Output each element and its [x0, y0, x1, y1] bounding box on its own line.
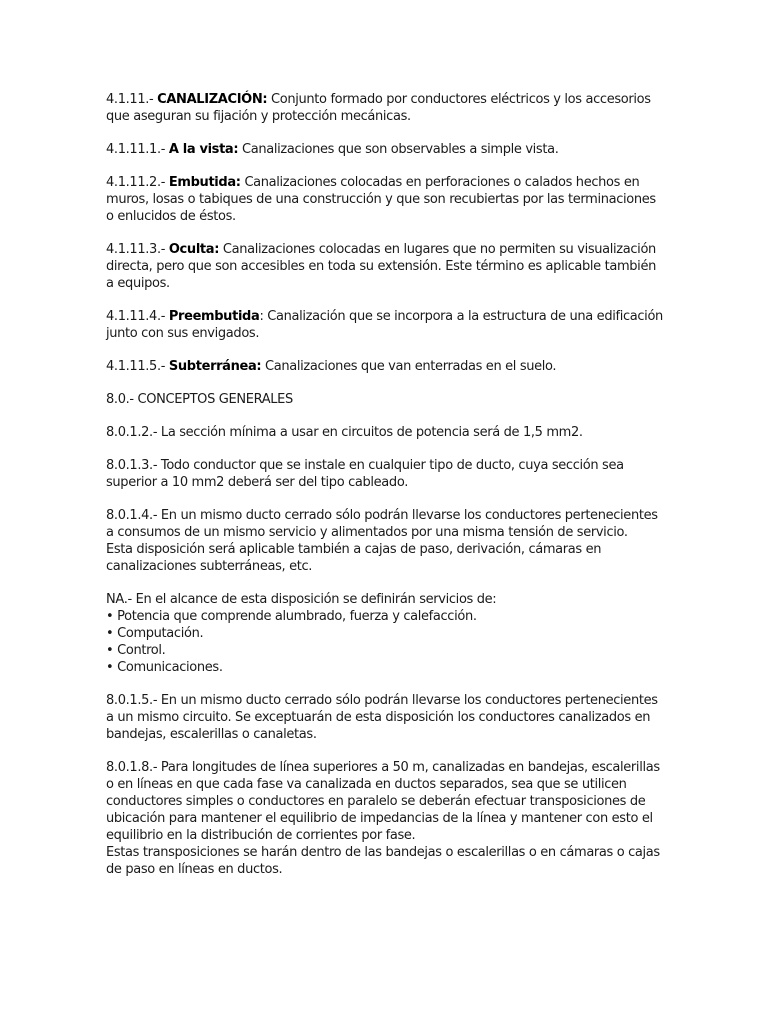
note-intro: NA.- En el alcance de esta disposición se definirán servicios de: — [106, 592, 497, 607]
section-text: Canalizaciones colocadas en perforaciones o calados hechos en muros, losas o tabiques de una construcción y que son recubiertas por las terminaciones o enlucidos de éstos. — [106, 175, 656, 224]
service-list — [106, 608, 664, 676]
paragraph: Estas transposiciones se harán dentro de las bandejas o escalerillas o en cámaras o cajas de paso en líneas en ductos. — [106, 845, 660, 877]
section-4-1-11-4 — [106, 308, 664, 342]
section-8-0-1-3: 8.0.1.3.- Todo conductor que se instale en cualquier tipo de ducto, cuya sección sea superior a 10 mm2 deberá ser del tipo cableado. — [106, 458, 624, 490]
section-term: A la vista: — [168, 142, 239, 157]
section-4-1-11-5 — [106, 358, 664, 375]
section-term: Oculta: — [168, 242, 220, 257]
section-heading: CONCEPTOS GENERALES — [137, 392, 293, 407]
section-text: Canalizaciones colocadas en lugares que no permiten su visualización directa, pero que son accesibles en toda su extensión. Este término es aplicable también a equipos. — [106, 242, 656, 291]
section-4-1-11 — [106, 91, 664, 125]
section-term: Subterránea: — [168, 359, 262, 374]
section-4-1-11-1 — [106, 141, 664, 158]
section-number: 4.1.11.4.- — [106, 309, 169, 324]
document-page — [106, 91, 664, 894]
section-number: 8.0.- — [106, 392, 138, 407]
section-8-0-1-2: 8.0.1.2.- La sección mínima a usar en circuitos de potencia será de 1,5 mm2. — [106, 425, 583, 440]
section-text: : Canalización que se incorpora a la estructura de una edificación junto con sus envigados. — [106, 309, 663, 341]
section-4-1-11-2 — [106, 174, 664, 225]
paragraph: Esta disposición será aplicable también a cajas de paso, derivación, cámaras en canalizaciones subterráneas, etc. — [106, 542, 602, 574]
paragraph: 8.0.1.4.- En un mismo ducto cerrado sólo podrán llevarse los conductores pertenecientes a consumos de un mismo servicio y alimentados por una misma tensión de servicio. — [106, 508, 658, 540]
list-item: • Comunicaciones. — [106, 659, 664, 676]
list-item: • Control. — [106, 642, 664, 659]
section-text: Canalizaciones que son observables a simple vista. — [238, 142, 559, 157]
paragraph: 8.0.1.8.- Para longitudes de línea superiores a 50 m, canalizadas en bandejas, escalerillas o en líneas en que cada fase va canalizada en ductos separados, sea que se utilicen conductores simples o conductores en paralelo se deberán efectuar transposiciones de ubicación para mantener el equilibrio de impedancias de la línea y mantener con esto el equilibrio en la distribución de corrientes por fase. — [106, 760, 660, 843]
section-number: 4.1.11.2.- — [106, 175, 169, 190]
note-na — [106, 591, 664, 676]
section-number: 4.1.11.1.- — [106, 142, 169, 157]
section-number: 4.1.11.5.- — [106, 359, 169, 374]
section-term: CANALIZACIÓN: — [157, 92, 268, 107]
section-term: Preembutida — [168, 309, 260, 324]
section-number: 4.1.11.3.- — [106, 242, 169, 257]
section-8-0-1-8 — [106, 759, 664, 878]
section-text: Canalizaciones que van enterradas en el suelo. — [261, 359, 557, 374]
section-8-0-1-5: 8.0.1.5.- En un mismo ducto cerrado sólo podrán llevarse los conductores pertenecientes a un mismo circuito. Se exceptuarán de esta disposición los conductores canalizados en bandejas, escalerillas o canaletas. — [106, 693, 658, 742]
section-number: 4.1.11.- — [106, 92, 158, 107]
section-4-1-11-3 — [106, 241, 664, 292]
section-8-0-1-4 — [106, 507, 664, 575]
list-item: • Computación. — [106, 625, 664, 642]
section-8-0-heading — [106, 391, 664, 408]
section-text: Conjunto formado por conductores eléctricos y los accesorios que aseguran su fijación y protección mecánicas. — [106, 92, 651, 124]
list-item: • Potencia que comprende alumbrado, fuerza y calefacción. — [106, 608, 664, 625]
section-term: Embutida: — [168, 175, 241, 190]
